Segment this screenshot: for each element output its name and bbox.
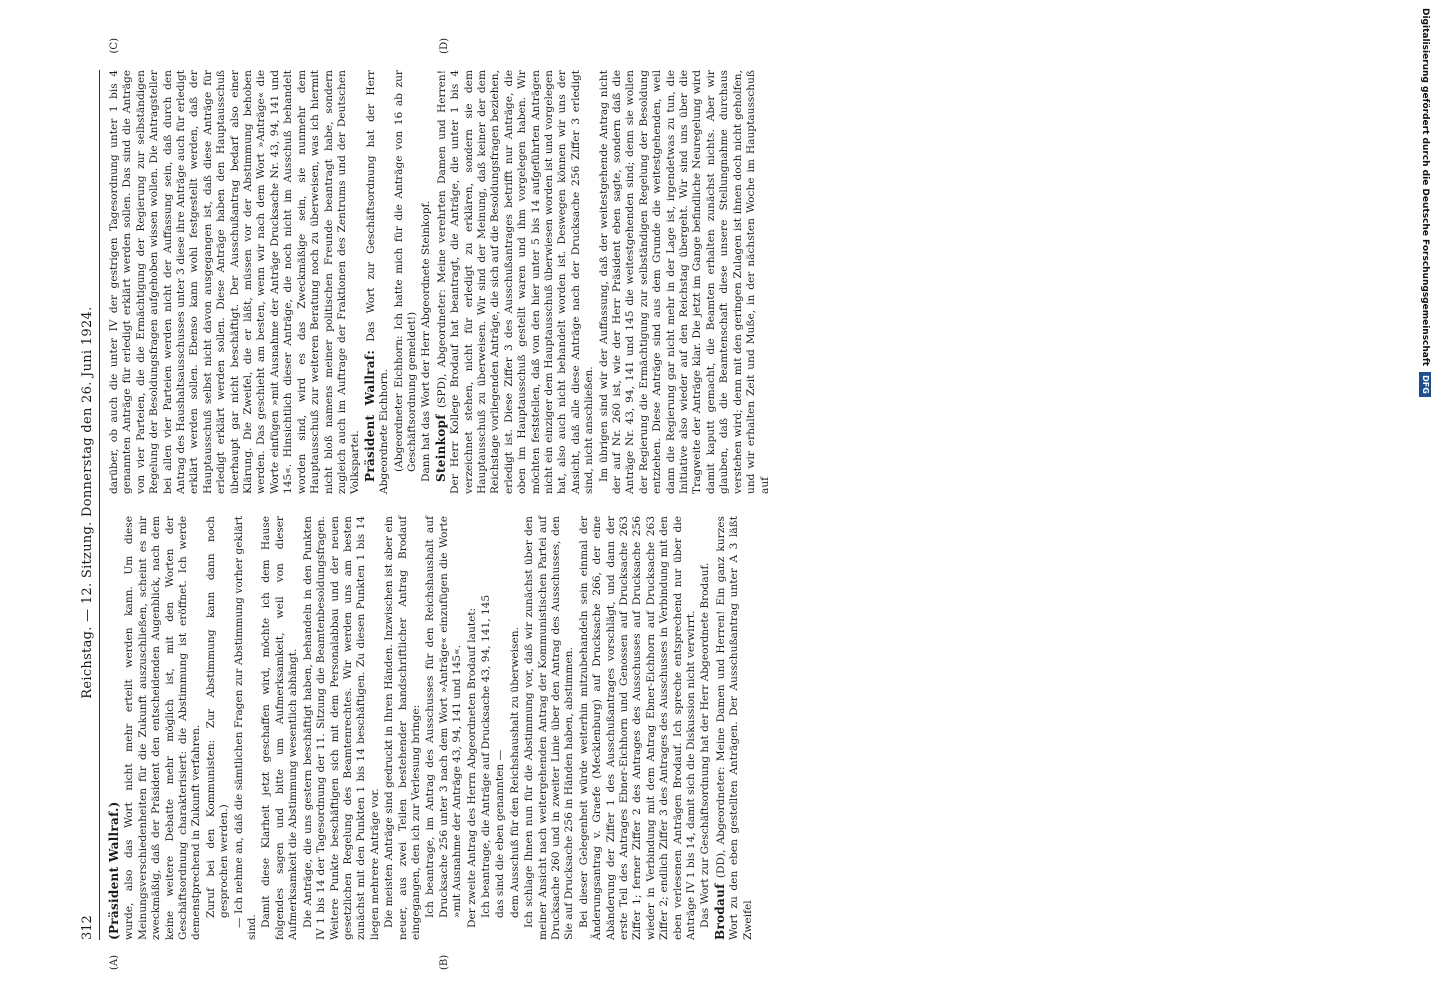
page-title: Reichstag. — 12. Sitzung. Donnerstag den 26. Juni 1924.	[80, 306, 95, 699]
motion-text: dem Ausschuß für den Reichshaushalt zu überweisen.	[508, 627, 521, 918]
speaker-name: Präsident Wallraf:	[362, 349, 377, 482]
paragraph: wurde, also das Wort nicht mehr erteilt werden kann. Um diese Meinungsverschiedenheiten für die Zukunft auszuschließen, scheint es mir zweckmäßig, daß der Präsident den entscheidenden Augenblick, nach dem keine weitere Debatte mehr möglich ist, mit den Worten der Geschäftsordnung charakterisiert: die Abstimmung ist eröffnet. Ich werde demenstprechend in Zukunft verfahren.	[123, 516, 203, 940]
paragraph: (DD), Abgeordneter: Meine Damen und Herren! Ein ganz kurzes Wort zu den eben gestellten Anträgen. Der Ausschußantrag unter A 3 läßt Zweifel	[714, 516, 754, 940]
dfg-logo: DFG	[1419, 372, 1431, 397]
paragraph: darüber, ob auch die unter IV der gestrigen Tagesordnung unter 1 bis 4 genannten Anträge für erledigt erklärt werden sollen. Das sind die Anträge von vier Parteien, die die Ermächtigung der Regierung zur selbständigen Regelung der Besoldungsfragen aufgehoben wissen wollen. Die Antragsteller bei allen vier Parteien werden nicht der Auffassung sein, daß durch den Antrag des Haushaltsausschusses unter 3 diese ihre Anträge auch für erledigt erklärt werden sollen. Ebenso kann wohl festgestellt werden, daß der Hauptausschuß selbst nicht davon ausgegangen ist, daß diese Anträge für erledigt erklärt werden sollen. Diese Anträge haben den Hauptausschuß überhaupt gar nicht beschäftigt. Der Ausschußantrag bedarf also einer Klärung. Die Zweifel, die er läßt, müssen vor der Abstimmung behoben werden. Das geschieht am besten, wenn wir nach dem Wort »Anträge« die Worte einfügen »mit Ausnahme der Anträge Drucksache Nr. 43, 94, 141 und 145«. Hinsichtlich dieser Anträge, die noch nicht im Ausschuß behandelt worden sind, wird es das Zweckmäßige sein, sie nunmehr dem Hauptausschuß zur weiteren Beratung noch zu überweisen, was ich hiermit nicht bloß namens meiner politischen Freunde beantragt habe, sondern zugleich auch im Auftrage der Fraktionen des Zentrums und der Deutschen Volkspartei.	[108, 70, 362, 494]
margin-marker-a: (A)	[109, 954, 120, 970]
speaker-name: Steinkopf	[433, 414, 448, 482]
paragraph: Das Wort zur Geschäftsordnung hat der Herr Abgeordnete Eichhorn.	[364, 70, 391, 494]
column-right	[108, 38, 773, 494]
motion-text: Ich beantrage, im Antrag des Ausschusses für den Reichshaushalt auf Drucksache 256 unter 3 nach dem Wort »Anträge« einzufügen die Worte »mit Ausnahme der Anträge 43, 94, 141 und 145«.	[424, 516, 464, 918]
interjection: (Abgeordneter Eichhorn: Ich hatte mich für die Anträge von 16 ab zur Geschäftsordnung gemeldet!)	[392, 70, 418, 472]
paragraph: Die meisten Anträge sind gedruckt in Ihren Händen. Inzwischen ist aber ein neuer, aus zwei Teilen bestehender handschriftlicher Antrag Brodauf eingegangen, den ich zur Verlesung bringe:	[383, 516, 422, 940]
document-page	[40, 20, 780, 980]
digitization-stamp	[1418, 8, 1432, 993]
margin-marker-b: (B)	[439, 954, 450, 970]
margin-marker-c: (C)	[109, 38, 120, 54]
paragraph: Damit diese Klarheit jetzt geschaffen wird, möchte ich dem Hause folgendes sagen und bitte um Aufmerksamkeit, weil von dieser Aufmerksamkeit die Abstimmung wesentlich abhängt.	[260, 516, 300, 940]
motion-text: Ich beantrage, die Anträge auf Drucksache 43, 94, 141, 145	[479, 594, 492, 918]
paragraph: Bei dieser Gelegenheit würde weiterhin mitzubehandeln sein einmal der Änderungsantrag v. Graefe (Mecklenburg) auf Drucksache 266, der eine Abänderung der Ziffer 1 des Ausschußantrages vorschlägt, und dann der erste Teil des Antrages Ebner-Eichhorn und Genossen auf Drucksache 263 Ziffer 1; ferner Ziffer 2 des Antrages des Ausschusses auf Drucksache 256 wieder in Verbindung mit dem Antrag Ebner-Eichhorn auf Drucksache 263 Ziffer 2; endlich Ziffer 3 des Antrages des Ausschusses in Verbindung mit den eben verlesenen Anträgen Brodauf. Ich spreche entsprechend nur über die Anträge IV 1 bis 14, damit sich die Diskussion nicht verwirrt.	[577, 516, 698, 940]
paragraph: (SPD), Abgeordneter: Meine verehrten Damen und Herren! Der Herr Kollege Brodauf hat beantragt, die Anträge, die unter 1 bis 4 verzeichnet stehen, nicht für erledigt zu erklären, sondern sie dem Hauptausschuß zu überweisen. Wir sind der Meinung, daß keiner der dem Reichstage vorliegenden Anträge, die sich auf die Besoldungsfragen beziehen, erledigt ist. Diese Ziffer 3 des Ausschußantrages betrifft nur Anträge, die oben im Hauptausschuß gestellt waren und ihm vorgelegen haben. Wir möchten feststellen, daß von den hier unter 5 bis 14 aufgeführten Anträgen nicht ein einziger dem Hauptausschuß überwiesen worden ist und vorgelegen hat, also auch nicht behandelt worden ist. Deswegen können wir uns der Ansicht, daß alle diese Anträge nach der Drucksache 256 Ziffer 3 erledigt sind, nicht anschließen.	[435, 70, 596, 494]
paragraph: — Ich nehme an, daß die sämtlichen Fragen zur Abstimmung vorher geklärt sind.	[232, 516, 259, 940]
margin-marker-d: (D)	[439, 38, 450, 54]
stamp-text: Digitalisierung gefördert durch die Deutsche Forschungsgemeinschaft	[1420, 8, 1430, 367]
paragraph: Im übrigen sind wir der Auffassung, daß der weitestgehende Antrag nicht der auf Nr. 260 ist, wie der Herr Präsident eben sagte, sondern daß die Anträge Nr. 43, 94, 141 und 145 die weitestgehenden sind; denn sie wollen der Regierung die Ermächtigung zur selbständigen Regelung der Besoldung entziehen. Diese Anträge sind aus dem Grunde die weitestgehenden, weil dann die Regierung gar nicht mehr in der Lage ist, irgendetwas zu tun, die Initiative also wieder auf den Reichstag übergeht. Wir sind uns über die Tragweite der Anträge klar. Die jetzt im Gange befindliche Neuregelung wird damit kaputt gemacht, die Beamten erhalten zunächst nichts. Aber wir glauben, daß die Beamtenschaft diese unsere Stellungnahme durchaus verstehen wird; denn mit den geringen Zulagen ist ihnen doch nicht geholfen, und wir erhalten Zeit und Muße, in der nächsten Woche im Hauptausschuß auf	[597, 70, 771, 494]
speaker-name: (Präsident Wallraf.)	[107, 801, 121, 940]
interjection: Zuruf bei den Kommunisten: Zur Abstimmung kann dann noch gesprochen werden.)	[204, 516, 231, 918]
paragraph: Dann hat das Wort der Herr Abgeordnete Steinkopf.	[420, 200, 433, 482]
paragraph: Der zweite Antrag des Herrn Abgeordneten Brodauf lautet:	[465, 607, 478, 928]
paragraph: Ich schlage Ihnen nun für die Abstimmung vor, daß wir zunächst über den meiner Ansicht nach weitergehenden Antrag der Kommunistischen Partei auf Drucksache 260 und in zweiter Linie über den Antrag des Ausschusses, den Sie auf Drucksache 256 in Händen haben, abstimmen.	[523, 516, 576, 940]
page-number: 312	[80, 915, 95, 940]
motion-text: das sind die eben genannten —	[494, 749, 507, 918]
speaker-name: Brodauf	[712, 883, 727, 940]
page-header	[80, 70, 100, 940]
column-left	[107, 516, 773, 970]
paragraph: Die Anträge, die uns gestern beschäftigt haben, behandeln in den Punkten IV 1 bis 14 der Tagesordnung der 11. Sitzung die Beamtenbesoldungsfragen. Weitere Punkte beschäftigen sich mit dem Personalabbau und der neuen gesetzlichen Regelung des Beamtenrechtes. Wir werden uns am besten zunächst mit den Punkten 1 bis 14 beschäftigen. Zu diesen Punkten 1 bis 14 liegen mehrere Anträge vor.	[301, 516, 381, 940]
paragraph: Das Wort zur Geschäftsordnung hat der Herr Abgeordnete Brodauf.	[699, 562, 712, 928]
